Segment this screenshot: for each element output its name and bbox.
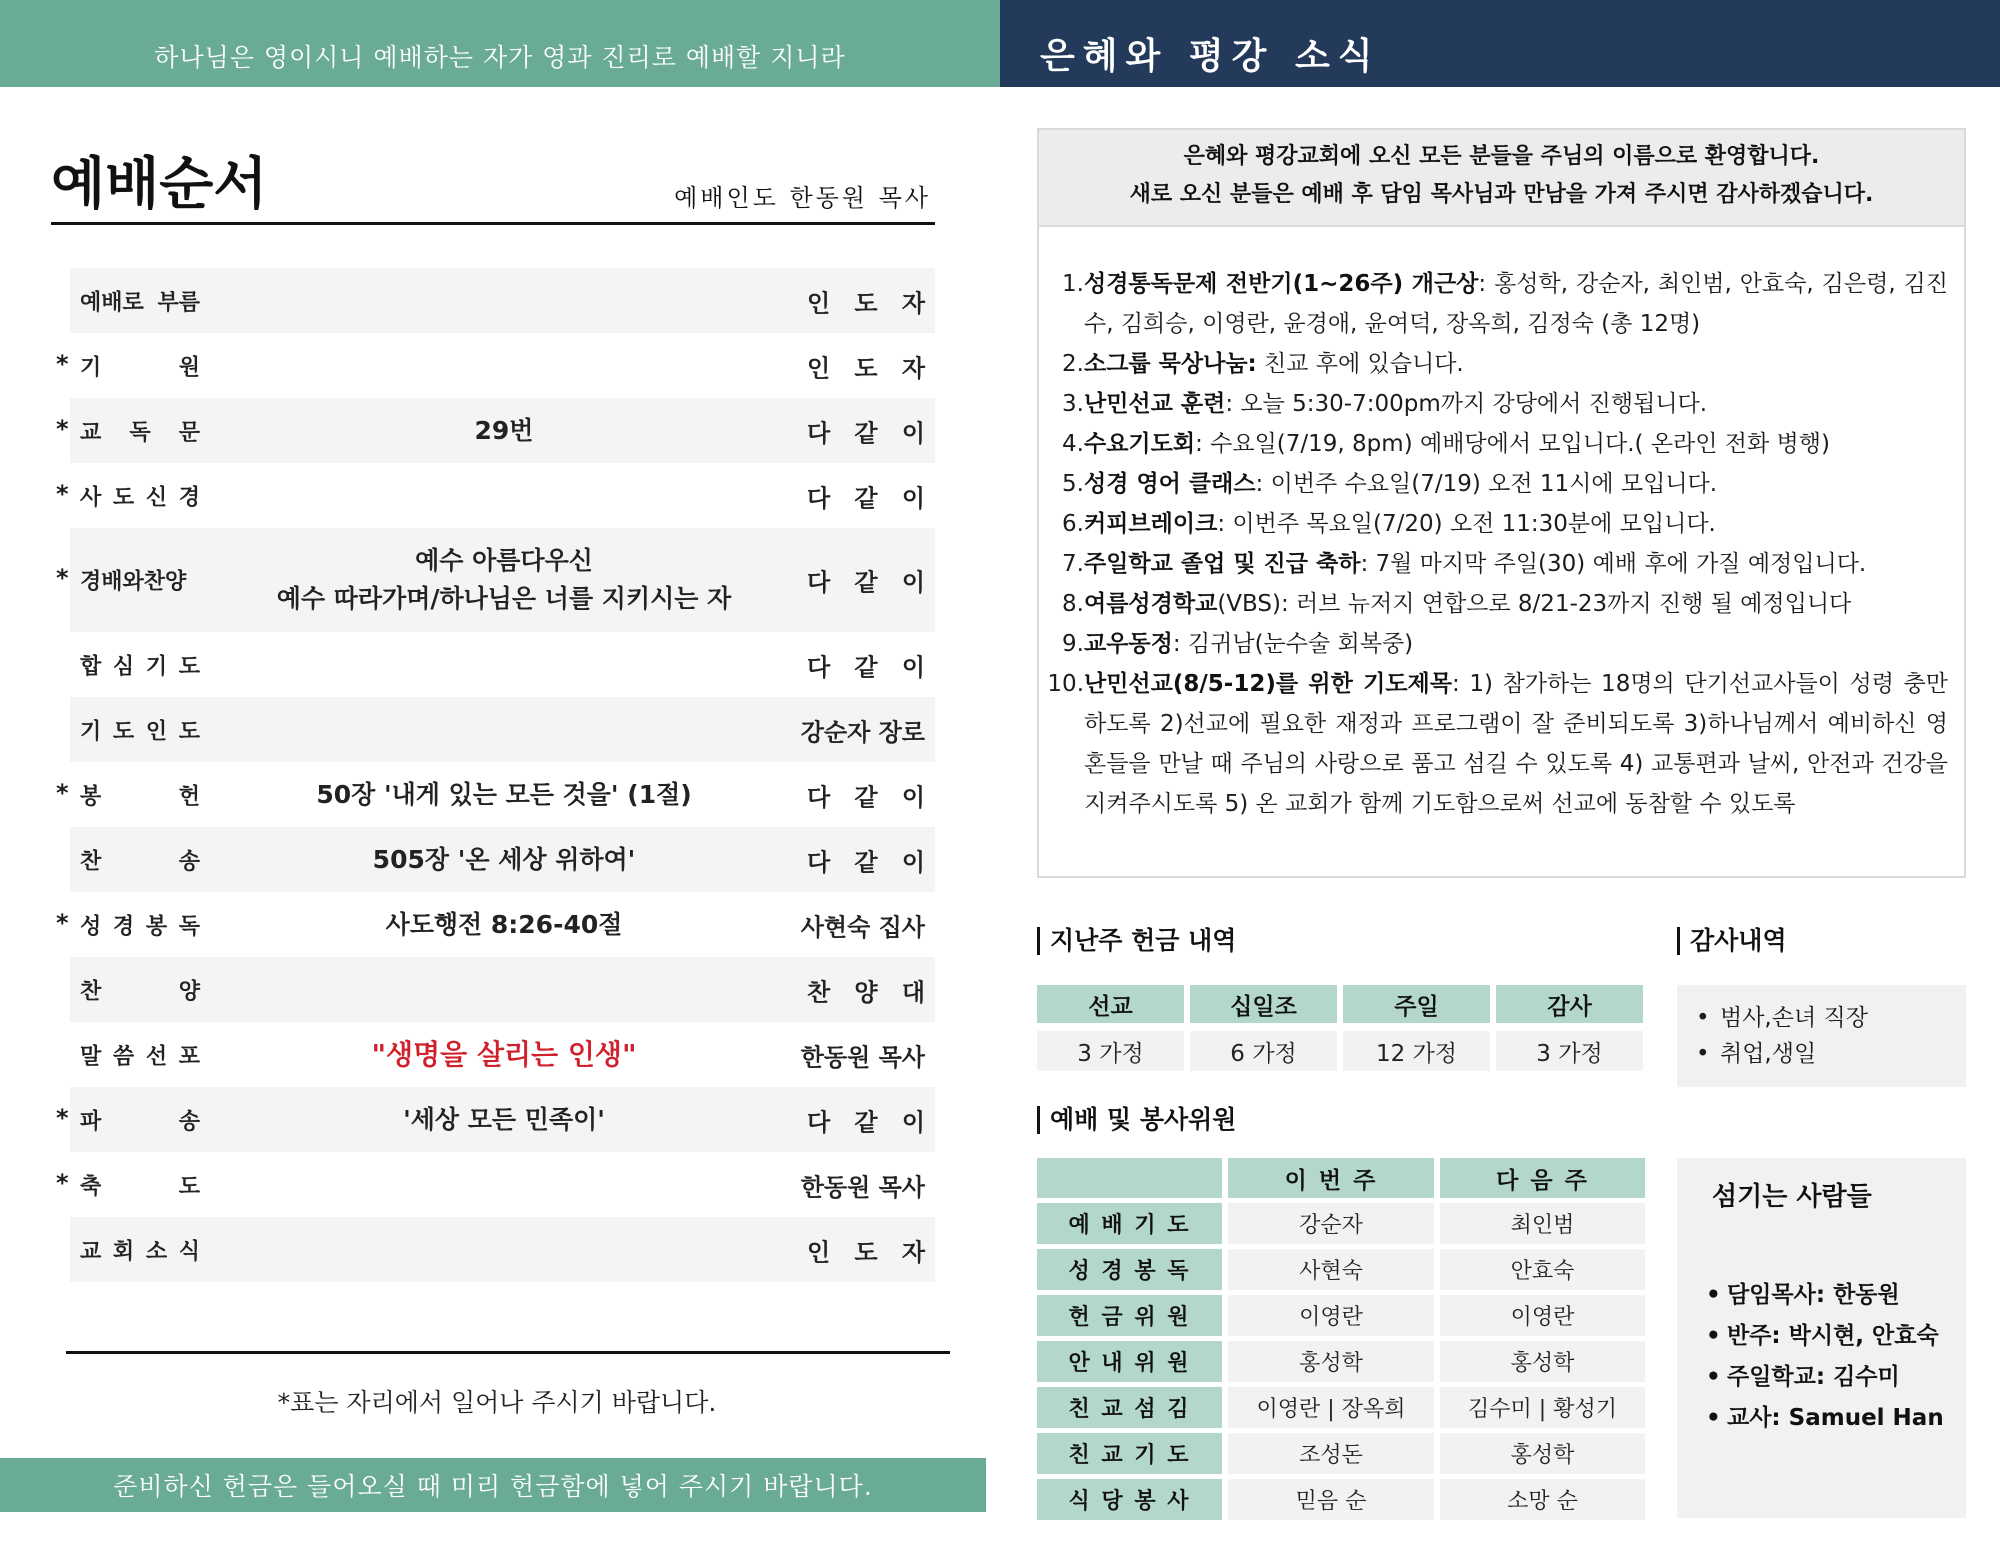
order-item-label: 교 독 문 [80, 420, 200, 445]
standing-note: *표는 자리에서 일어나 주시기 바랍니다. [277, 1388, 717, 1417]
stand-mark: * [56, 908, 69, 937]
news-detail: : 수요일(7/19, 8pm) 예배당에서 모입니다.( 온라인 전화 병행) [1195, 431, 1830, 457]
offering-banner [0, 1458, 986, 1512]
offering-header-cell: 십일조 [1190, 985, 1337, 1023]
committee-this-week: 강순자 [1228, 1203, 1434, 1244]
committee-this-week: 홍성학 [1228, 1341, 1434, 1382]
news-number: 10. [1047, 671, 1084, 697]
order-row [70, 1022, 935, 1087]
news-number: 8. [1062, 591, 1084, 617]
thanks-box [1677, 985, 1966, 1087]
stand-mark: * [56, 414, 69, 443]
welcome-header [1039, 130, 1964, 227]
committee-header-cell: 다 음 주 [1440, 1158, 1645, 1198]
order-item-leader: 다 같 이 [807, 568, 925, 597]
committee-next-week: 소망 순 [1440, 1479, 1645, 1520]
news-title: 주일학교 졸업 및 진급 축하 [1084, 551, 1361, 577]
committee-role: 친 교 섬 김 [1037, 1387, 1222, 1428]
committee-this-week: 조성돈 [1228, 1433, 1434, 1474]
news-detail: : 이번주 수요일(7/19) 오전 11시에 모입니다. [1255, 471, 1718, 497]
news-number: 6. [1062, 511, 1084, 537]
order-row [70, 697, 935, 762]
order-item-content [200, 776, 808, 814]
news-text [1084, 384, 1948, 424]
news-title: 성경통독문제 전반기(1~26주) 개근상 [1084, 271, 1479, 297]
thanks-item: • 취업,생일 [1677, 1036, 1868, 1072]
order-item-label: 교 회 소 식 [80, 1239, 200, 1264]
servant-item: • 반주: 박시현, 안효숙 [1677, 1316, 1944, 1357]
offering-header-cell: 감사 [1496, 985, 1643, 1023]
order-item-content [200, 542, 808, 618]
news-detail: : 7월 마지막 주일(30) 예배 후에 가질 예정입니다. [1360, 551, 1867, 577]
content-line: 50장 '내게 있는 모든 것을' (1절) [316, 779, 692, 809]
order-item-leader: 강순자 장로 [800, 718, 925, 746]
divider [66, 1351, 950, 1354]
order-row [56, 398, 935, 463]
news-item [1046, 464, 1948, 504]
order-row [70, 957, 935, 1022]
order-row [70, 268, 935, 333]
order-item-label: 사 도 신 경 [80, 485, 200, 510]
order-item-leader: 인 도 자 [807, 1238, 925, 1266]
news-detail: 친교 후에 있습니다. [1256, 351, 1464, 377]
servant-item: • 담임목사: 한동원 [1677, 1275, 1944, 1316]
servants-title: 섬기는 사람들 [1712, 1182, 1872, 1212]
order-row [56, 762, 935, 827]
offering-header-cell: 선교 [1037, 985, 1184, 1023]
offering-banner-text: 준비하신 헌금은 들어오실 때 미리 헌금함에 넣어 주시기 바랍니다. [113, 1472, 873, 1501]
order-row [70, 827, 935, 892]
scripture-banner [0, 0, 1000, 87]
servant-item: • 주일학교: 김수미 [1677, 1357, 1944, 1398]
news-item [1046, 544, 1948, 584]
content-line: 예수 아름다우신 [415, 546, 593, 575]
news-detail: (VBS): 러브 뉴저지 연합으로 8/21-23까지 진행 될 예정입니다 [1217, 591, 1852, 617]
order-title: 예배순서 [51, 152, 268, 217]
order-item-leader: 다 같 이 [807, 653, 925, 681]
scripture-text: 하나님은 영이시니 예배하는 자가 영과 진리로 예배할 지니라 [154, 42, 846, 72]
order-item-label: 찬 송 [80, 849, 200, 874]
committee-role: 친 교 기 도 [1037, 1433, 1222, 1474]
order-item-label: 찬 양 [80, 979, 200, 1004]
news-detail: : 오늘 5:30-7:00pm까지 강당에서 진행됩니다. [1225, 391, 1708, 417]
committee-next-week: 안효숙 [1440, 1249, 1645, 1290]
stand-mark: * [56, 778, 69, 807]
divider [51, 222, 935, 225]
news-item [1046, 504, 1948, 544]
welcome-line: 새로 오신 분들은 예배 후 담임 목사님과 만남을 가져 주시면 감사하겠습니다. [1129, 182, 1874, 207]
content-line: 예수 따라가며/하나님은 너를 지키시는 자 [276, 584, 732, 613]
order-item-label: 말 씀 선 포 [80, 1044, 200, 1069]
news-item [1046, 384, 1948, 424]
servants-box [1677, 1158, 1966, 1518]
committee-role: 헌 금 위 원 [1037, 1295, 1222, 1336]
news-title: 교우동정 [1084, 631, 1173, 657]
committee-next-week: 이영란 [1440, 1295, 1645, 1336]
order-item-label: 경배와찬양 [80, 569, 187, 595]
order-item-leader: 다 같 이 [807, 419, 925, 447]
order-item-leader: 인 도 자 [807, 354, 925, 382]
stand-mark: * [56, 563, 69, 592]
order-item-content [200, 412, 808, 450]
order-leader: 예배인도 한동원 목사 [674, 184, 931, 212]
order-row [56, 528, 935, 632]
committee-heading: 예배 및 봉사위원 [1037, 1106, 1236, 1134]
news-text [1084, 464, 1948, 504]
order-item-leader: 사현숙 집사 [800, 913, 925, 941]
content-line: "생명을 살리는 인생" [371, 1037, 637, 1071]
thanks-heading: 감사내역 [1677, 927, 1787, 955]
order-item-label: 기 원 [80, 355, 200, 380]
order-row [56, 463, 935, 528]
news-detail: : 홍성학, 강순자, 최인범, 안효숙, 김은령, 김진수, 김희승, 이영란, 윤경애, 윤여덕, 장옥희, 김정숙 (총 12명) [1084, 271, 1948, 337]
news-title: 난민선교 훈련 [1084, 391, 1226, 417]
news-list [1046, 264, 1948, 824]
order-item-label: 봉 헌 [80, 784, 200, 809]
committee-next-week: 김수미 | 황성기 [1440, 1387, 1645, 1428]
news-text [1084, 344, 1948, 384]
order-item-label: 예배로 부름 [80, 290, 200, 315]
order-item-label: 성 경 봉 독 [80, 914, 200, 939]
committee-role: 예 배 기 도 [1037, 1203, 1222, 1244]
news-title: 난민선교(8/5-12)를 위한 기도제목 [1084, 671, 1452, 697]
news-text [1084, 264, 1948, 344]
welcome-line: 은혜와 평강교회에 오신 모든 분들을 주님의 이름으로 환영합니다. [1183, 144, 1820, 169]
news-detail: : 1) 참가하는 18명의 단기선교사들이 성령 충만하도록 2)선교에 필요한 재정과 프로그램이 잘 준비되도록 3)하나님께서 예비하신 영혼들을 만날 때 주님의 사랑으로 품고 섬길 수 있도록 4) 교통편과 날씨, 안전과 건강을 지켜주시도록 5) 온 교회가 함께 기도함으로써 선교에 동참할 수 있도록 [1084, 671, 1948, 817]
news-number: 5. [1062, 471, 1084, 497]
order-item-leader: 다 같 이 [807, 484, 925, 512]
news-title: 여름성경학교 [1084, 591, 1218, 617]
news-detail: : 김귀남(눈수술 회복중) [1172, 631, 1414, 657]
order-item-label: 파 송 [80, 1109, 200, 1134]
committee-role: 성 경 봉 독 [1037, 1249, 1222, 1290]
stand-mark: * [56, 479, 69, 508]
news-title: 소그룹 묵상나눔: [1084, 351, 1257, 377]
offering-heading: 지난주 헌금 내역 [1037, 927, 1236, 955]
committee-role: 식 당 봉 사 [1037, 1479, 1222, 1520]
news-text [1084, 544, 1948, 584]
thanks-list [1677, 1000, 1868, 1072]
sermon-title [200, 1036, 808, 1074]
news-number: 9. [1062, 631, 1084, 657]
news-number: 3. [1062, 391, 1084, 417]
news-detail: : 이번주 목요일(7/20) 오전 11:30분에 모입니다. [1217, 511, 1716, 537]
news-item [1046, 424, 1948, 464]
news-number: 7. [1062, 551, 1084, 577]
order-item-leader: 한동원 목사 [800, 1173, 925, 1201]
order-item-label: 합 심 기 도 [80, 654, 200, 679]
stand-mark: * [56, 349, 69, 378]
news-text [1084, 584, 1948, 624]
order-row [56, 1087, 935, 1152]
offering-header-cell: 주일 [1343, 985, 1490, 1023]
committee-this-week: 이영란 | 장옥희 [1228, 1387, 1434, 1428]
committee-table [1037, 1158, 1645, 1520]
offering-value-cell: 3 가정 [1037, 1031, 1184, 1071]
order-item-content [200, 841, 808, 879]
committee-next-week: 홍성학 [1440, 1433, 1645, 1474]
stand-mark: * [56, 1168, 69, 1197]
order-row [70, 632, 935, 697]
news-item [1046, 624, 1948, 664]
news-banner [1000, 0, 2000, 87]
committee-role: 안 내 위 원 [1037, 1341, 1222, 1382]
news-number: 4. [1062, 431, 1084, 457]
committee-this-week: 믿음 순 [1228, 1479, 1434, 1520]
order-item-leader: 다 같 이 [807, 1108, 925, 1136]
offering-value-cell: 3 가정 [1496, 1031, 1643, 1071]
news-item [1046, 344, 1948, 384]
committee-this-week: 사현숙 [1228, 1249, 1434, 1290]
committee-this-week: 이영란 [1228, 1295, 1434, 1336]
thanks-item: • 범사,손녀 직장 [1677, 1000, 1868, 1036]
order-item-leader: 한동원 목사 [800, 1043, 925, 1071]
offering-table [1037, 985, 1643, 1071]
content-line: 사도행전 8:26-40절 [385, 909, 623, 939]
servant-item: • 교사: Samuel Han [1677, 1398, 1944, 1439]
news-number: 1. [1062, 271, 1084, 297]
order-row [56, 333, 935, 398]
order-item-leader: 다 같 이 [807, 848, 925, 876]
order-item-label: 기 도 인 도 [80, 719, 200, 744]
order-item-leader: 다 같 이 [807, 783, 925, 811]
order-item-label: 축 도 [80, 1174, 200, 1199]
news-box [1037, 128, 1966, 878]
news-text [1084, 504, 1948, 544]
order-item-leader: 인 도 자 [807, 289, 925, 317]
order-item-leader: 찬 양 대 [807, 978, 925, 1006]
committee-next-week: 홍성학 [1440, 1341, 1645, 1382]
order-item-content [200, 906, 808, 944]
news-item [1046, 584, 1948, 624]
order-item-content [200, 1101, 808, 1139]
committee-header-cell: 이 번 주 [1228, 1158, 1434, 1198]
offering-value-cell: 12 가정 [1343, 1031, 1490, 1071]
news-title: 수요기도회 [1084, 431, 1196, 457]
news-text [1084, 664, 1948, 824]
news-text [1084, 424, 1948, 464]
offering-value-cell: 6 가정 [1190, 1031, 1337, 1071]
content-line: 505장 '온 세상 위하여' [372, 844, 636, 874]
news-item [1046, 664, 1948, 824]
news-title: 성경 영어 클래스 [1084, 471, 1256, 497]
news-text [1084, 624, 1948, 664]
order-table [56, 268, 935, 1282]
order-row [56, 892, 935, 957]
news-banner-title: 은혜와 평강 소식 [1040, 36, 1381, 77]
committee-corner-cell [1037, 1158, 1222, 1198]
order-row [56, 1152, 935, 1217]
news-title: 커피브레이크 [1084, 511, 1218, 537]
committee-next-week: 최인범 [1440, 1203, 1645, 1244]
content-line: 29번 [474, 415, 534, 445]
servants-list [1677, 1275, 1944, 1439]
content-line: '세상 모든 민족이' [403, 1104, 605, 1134]
news-item [1046, 264, 1948, 344]
order-row [70, 1217, 935, 1282]
news-number: 2. [1062, 351, 1084, 377]
stand-mark: * [56, 1103, 69, 1132]
